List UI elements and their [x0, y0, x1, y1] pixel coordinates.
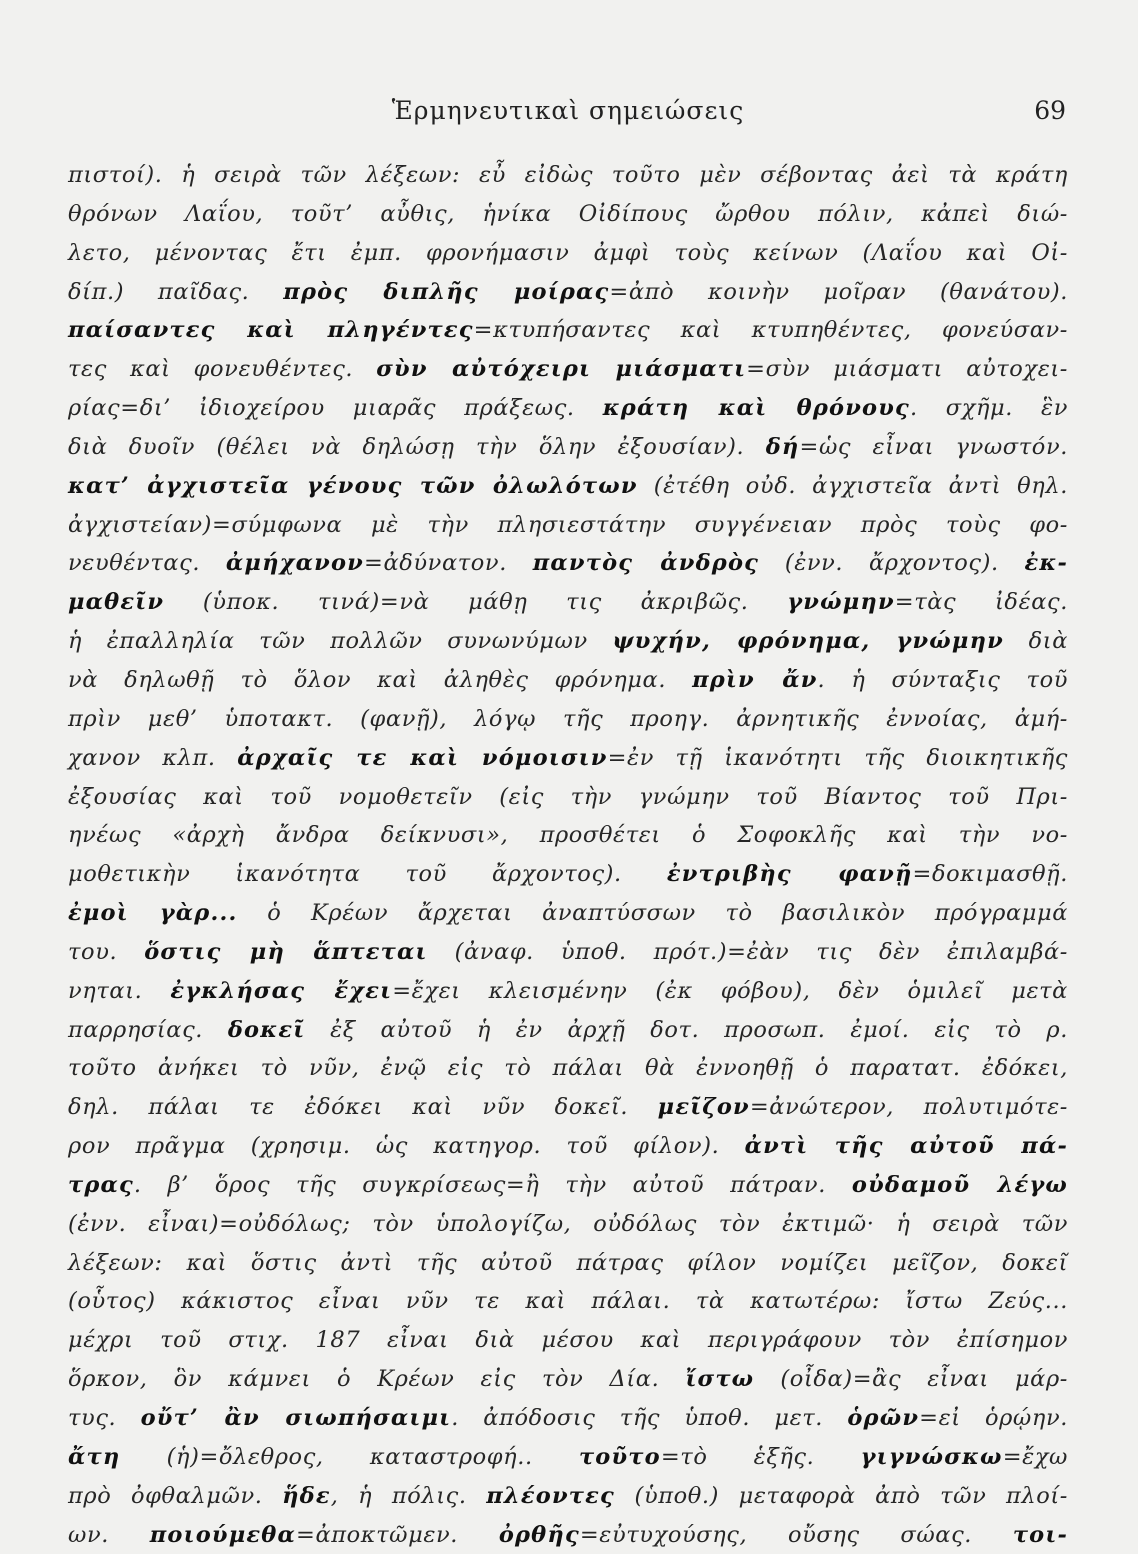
- text-line: [68, 622, 1068, 661]
- gloss-text: διὰ δυοῖν (θέλει νὰ δηλώσῃ τὴν ὅλην ἐξουσίαν).: [68, 433, 766, 460]
- gloss-text: =ἀποκτῶμεν.: [296, 1521, 499, 1548]
- lemma: τοι-: [1012, 1521, 1068, 1548]
- gloss-text: =κτυπήσαντες καὶ κτυπηθέντες, φονεύσαν-: [473, 317, 1068, 344]
- lemma: ποιούμεθα: [149, 1521, 296, 1548]
- gloss-text: ὅρκον, ὃν κάμνει ὁ Κρέων εἰς τὸν Δία.: [68, 1366, 686, 1393]
- lemma: γνώμην: [787, 589, 895, 616]
- text-line: [68, 1205, 1068, 1244]
- gloss-text: ἀγχιστείαν)=σύμφωνα μὲ τὴν πλησιεστάτην συγγένειαν πρὸς τοὺς φο-: [68, 511, 1068, 538]
- gloss-text: του.: [68, 938, 145, 965]
- lemma: ἄτη: [68, 1443, 121, 1470]
- gloss-text: (ἐνν. ἄρχοντος).: [759, 550, 1025, 577]
- lemma: ἥδε: [282, 1482, 331, 1509]
- gloss-text: . σχῆμ. ἓν: [909, 395, 1068, 422]
- gloss-text: ηνέως «ἀρχὴ ἄνδρα δείκνυσι», προσθέτει ὁ Σοφοκλῆς καὶ τὴν νο-: [68, 822, 1068, 849]
- gloss-text: =τὰς ἰδέας.: [894, 589, 1068, 616]
- text-line: [68, 544, 1068, 583]
- gloss-text: (ὑποκ. τινά)=νὰ μάθῃ τις ἀκριβῶς.: [164, 589, 788, 616]
- text-line: [68, 1049, 1068, 1088]
- text-line: [68, 1399, 1068, 1438]
- gloss-text: πρὶν μεθ’ ὑποτακτ. (φανῇ), λόγῳ τῆς προηγ. ἀρνητικῆς ἐννοίας, ἀμή-: [68, 705, 1068, 732]
- gloss-text: ὁ Κρέων ἄρχεται ἀναπτύσσων τὸ βασιλικὸν πρόγραμμά: [237, 900, 1068, 927]
- text-line: [68, 1127, 1068, 1166]
- text-line: [68, 778, 1068, 817]
- gloss-text: (οὗτος) κάκιστος εἶναι νῦν τε καὶ πάλαι. τὰ κατωτέρω: ἴστω Ζεύς...: [68, 1288, 1068, 1315]
- gloss-text: θρόνων Λαΐου, τοῦτ’ αὖθις, ἡνίκα Οἰδίπους ὤρθου πόλιν, κἀπεὶ διώ-: [68, 200, 1068, 227]
- gloss-text: =εὐτυχούσης, οὔσης σώας.: [579, 1521, 1013, 1548]
- lemma: ἴστω: [685, 1366, 755, 1393]
- gloss-text: , ἡ πόλις.: [330, 1482, 487, 1509]
- lemma: τρας: [68, 1171, 134, 1198]
- gloss-text: =ἔχω: [1002, 1443, 1068, 1470]
- gloss-text: =ἐν τῇ ἱκανότητι τῆς διοικητικῆς: [607, 744, 1068, 771]
- lemma: μαθεῖν: [68, 589, 165, 616]
- text-line: [68, 195, 1068, 234]
- lemma: οὐδαμοῦ λέγω: [851, 1171, 1068, 1198]
- gloss-text: τοῦτο ἀνήκει τὸ νῦν, ἐνῷ εἰς τὸ πάλαι θὰ ἐννοηθῇ ὁ παρατατ. ἐδόκει,: [68, 1055, 1068, 1082]
- gloss-text: =σὺν μιάσματι αὐτοχει-: [746, 356, 1068, 383]
- gloss-text: ρίας=δι’ ἰδιοχείρου μιαρᾶς πράξεως.: [68, 395, 603, 422]
- text-line: [68, 350, 1068, 389]
- gloss-text: πρὸ ὀφθαλμῶν.: [68, 1482, 283, 1509]
- text-line: [68, 428, 1068, 467]
- lemma: δή: [765, 433, 800, 460]
- gloss-text: παρρησίας.: [68, 1016, 228, 1043]
- lemma: τοῦτο: [578, 1443, 661, 1470]
- text-line: [68, 1477, 1068, 1516]
- lemma: κατ’ ἀγχιστεῖα γένους τῶν ὀλωλότων: [68, 472, 638, 499]
- gloss-text: (ἡ)=ὄλεθρος, καταστροφή..: [120, 1443, 579, 1470]
- lemma: ἀντὶ τῆς αὐτοῦ πά-: [744, 1133, 1069, 1160]
- text-line: [68, 311, 1068, 350]
- gloss-text: νηται.: [68, 977, 171, 1004]
- gloss-text: δηλ. πάλαι τε ἐδόκει καὶ νῦν δοκεῖ.: [68, 1094, 658, 1121]
- lemma: κράτη καὶ θρόνους: [602, 395, 910, 422]
- lemma: ἀρχαῖς τε καὶ νόμοισιν: [237, 744, 608, 771]
- gloss-text: μοθετικὴν ἱκανότητα τοῦ ἄρχοντος).: [68, 861, 667, 888]
- text-line: [68, 1360, 1068, 1399]
- lemma: οὔτ’ ἂν σιωπήσαιμι: [140, 1405, 452, 1431]
- gloss-text: =ἀδύνατον.: [364, 550, 533, 577]
- text-line: [68, 1088, 1068, 1127]
- lemma: ἐκ-: [1024, 550, 1069, 577]
- gloss-text: (οἶδα)=ἂς εἶναι μάρ-: [754, 1366, 1069, 1393]
- lemma: παντὸς ἀνδρὸς: [532, 550, 760, 577]
- gloss-text: τες καὶ φονευθέντες.: [68, 356, 377, 383]
- gloss-text: =ὡς εἶναι γνωστόν.: [799, 433, 1068, 460]
- text-line: [68, 972, 1068, 1011]
- text-line: [68, 700, 1068, 739]
- gloss-text: (ἐνν. εἶναι)=οὐδόλως; τὸν ὑπολογίζω, οὐδόλως τὸν ἐκτιμῶ· ἡ σειρὰ τῶν: [68, 1210, 1068, 1237]
- text-line: [68, 156, 1068, 195]
- lemma: ὁρῶν: [847, 1405, 920, 1431]
- lemma: δοκεῖ: [227, 1016, 306, 1043]
- gloss-text: διὰ: [1003, 628, 1068, 655]
- gloss-text: (ἀναφ. ὑποθ. πρότ.)=ἐὰν τις δὲν ἐπιλαμβά-: [427, 938, 1068, 965]
- text-line: [68, 1011, 1068, 1050]
- gloss-text: . β’ ὅρος τῆς συγκρίσεως=ἢ τὴν αὐτοῦ πάτραν.: [133, 1171, 852, 1198]
- gloss-text: . ἀπόδοσις τῆς ὑποθ. μετ.: [451, 1405, 848, 1431]
- gloss-text: =ἔχει κλεισμένην (ἐκ φόβου), δὲν ὁμιλεῖ μετὰ: [392, 977, 1068, 1004]
- text-line: [68, 1438, 1068, 1477]
- text-line: [68, 1321, 1068, 1360]
- commentary-text: [68, 156, 1068, 1554]
- lemma: ἐντριβὴς φανῇ: [666, 861, 913, 888]
- lemma: παίσαντες καὶ πληγέντες: [68, 317, 474, 344]
- text-line: [68, 389, 1068, 428]
- gloss-text: μέχρι τοῦ στιχ. 187 εἶναι διὰ μέσου καὶ περιγράφουν τὸν ἐπίσημον: [68, 1327, 1068, 1354]
- gloss-text: πιστοί). ἡ σειρὰ τῶν λέξεων: εὖ εἰδὼς τοῦτο μὲν σέβοντας ἀεὶ τὰ κράτη: [68, 162, 1068, 188]
- gloss-text: =ἀνώτερον, πολυτιμότε-: [749, 1094, 1068, 1121]
- gloss-text: δίπ.) παῖδας.: [68, 278, 284, 305]
- text-line: [68, 506, 1068, 545]
- page-number: 69: [1034, 96, 1066, 125]
- lemma: ὀρθῆς: [498, 1521, 580, 1548]
- lemma: πρὸς διπλῆς μοίρας: [283, 278, 610, 305]
- lemma: ἐγκλήσας ἔχει: [170, 977, 393, 1004]
- text-line: [68, 739, 1068, 778]
- text-line: [68, 1166, 1068, 1205]
- text-line: [68, 855, 1068, 894]
- lemma: σὺν αὐτόχειρι μιάσματι: [376, 356, 747, 383]
- gloss-text: =εἰ ὁρῴην.: [919, 1405, 1068, 1431]
- text-line: [68, 933, 1068, 972]
- gloss-text: χανον κλπ.: [68, 744, 238, 771]
- gloss-text: λετο, μένοντας ἔτι ἐμπ. φρονήμασιν ἀμφὶ τοὺς κείνων (Λαΐου καὶ Οἰ-: [68, 239, 1068, 266]
- text-line: [68, 894, 1068, 933]
- lemma: πλέοντες: [486, 1482, 615, 1509]
- gloss-text: ἐξουσίας καὶ τοῦ νομοθετεῖν (εἰς τὴν γνώμην τοῦ Βίαντος τοῦ Πρι-: [68, 783, 1068, 810]
- text-line: [68, 467, 1068, 506]
- gloss-text: ων.: [68, 1521, 150, 1548]
- gloss-text: ρον πρᾶγμα (χρησιμ. ὡς κατηγορ. τοῦ φίλον).: [68, 1133, 745, 1160]
- gloss-text: ἐξ αὐτοῦ ἡ ἐν ἀρχῇ δοτ. προσωπ. ἐμοί. εἰς τὸ ρ.: [305, 1016, 1068, 1043]
- text-line: [68, 234, 1068, 273]
- text-line: [68, 273, 1068, 312]
- gloss-text: =δοκιμασθῇ.: [912, 861, 1069, 888]
- lemma: μεῖζον: [657, 1094, 750, 1121]
- lemma: ὅστις μὴ ἅπτεται: [144, 938, 428, 965]
- lemma: ἀμήχανον: [225, 550, 364, 577]
- gloss-text: λέξεων: καὶ ὅστις ἀντὶ τῆς αὐτοῦ πάτρας φίλον νομίζει μεῖζον, δοκεῖ: [68, 1249, 1068, 1276]
- gloss-text: (ἐτέθη οὐδ. ἀγχιστεῖα ἀντὶ θηλ.: [637, 472, 1068, 499]
- lemma: γιγνώσκω: [860, 1443, 1003, 1470]
- running-header: [68, 96, 1068, 136]
- gloss-text: τυς.: [68, 1405, 141, 1431]
- gloss-text: ἡ ἐπαλληλία τῶν πολλῶν συνωνύμων: [68, 628, 613, 655]
- lemma: ἐμοὶ γὰρ...: [68, 900, 238, 927]
- text-line: [68, 816, 1068, 855]
- gloss-text: (ὑποθ.) μεταφορὰ ἀπὸ τῶν πλοί-: [614, 1482, 1069, 1509]
- gloss-text: =ἀπὸ κοινὴν μοῖραν (θανάτου).: [609, 278, 1068, 305]
- lemma: ψυχήν, φρόνημα, γνώμην: [612, 628, 1004, 655]
- text-line: [68, 1244, 1068, 1283]
- lemma: πρὶν ἄν: [692, 666, 818, 693]
- gloss-text: . ἡ σύνταξις τοῦ: [817, 666, 1068, 693]
- gloss-text: νὰ δηλωθῇ τὸ ὅλον καὶ ἀληθὲς φρόνημα.: [68, 666, 693, 693]
- text-line: [68, 661, 1068, 700]
- text-line: [68, 1282, 1068, 1321]
- text-line: [68, 583, 1068, 622]
- gloss-text: =τὸ ἑξῆς.: [660, 1443, 861, 1470]
- text-line: [68, 1516, 1068, 1554]
- running-header-title: Ἑρμηνευτικαὶ σημειώσεις: [391, 96, 745, 125]
- gloss-text: νευθέντας.: [68, 550, 226, 577]
